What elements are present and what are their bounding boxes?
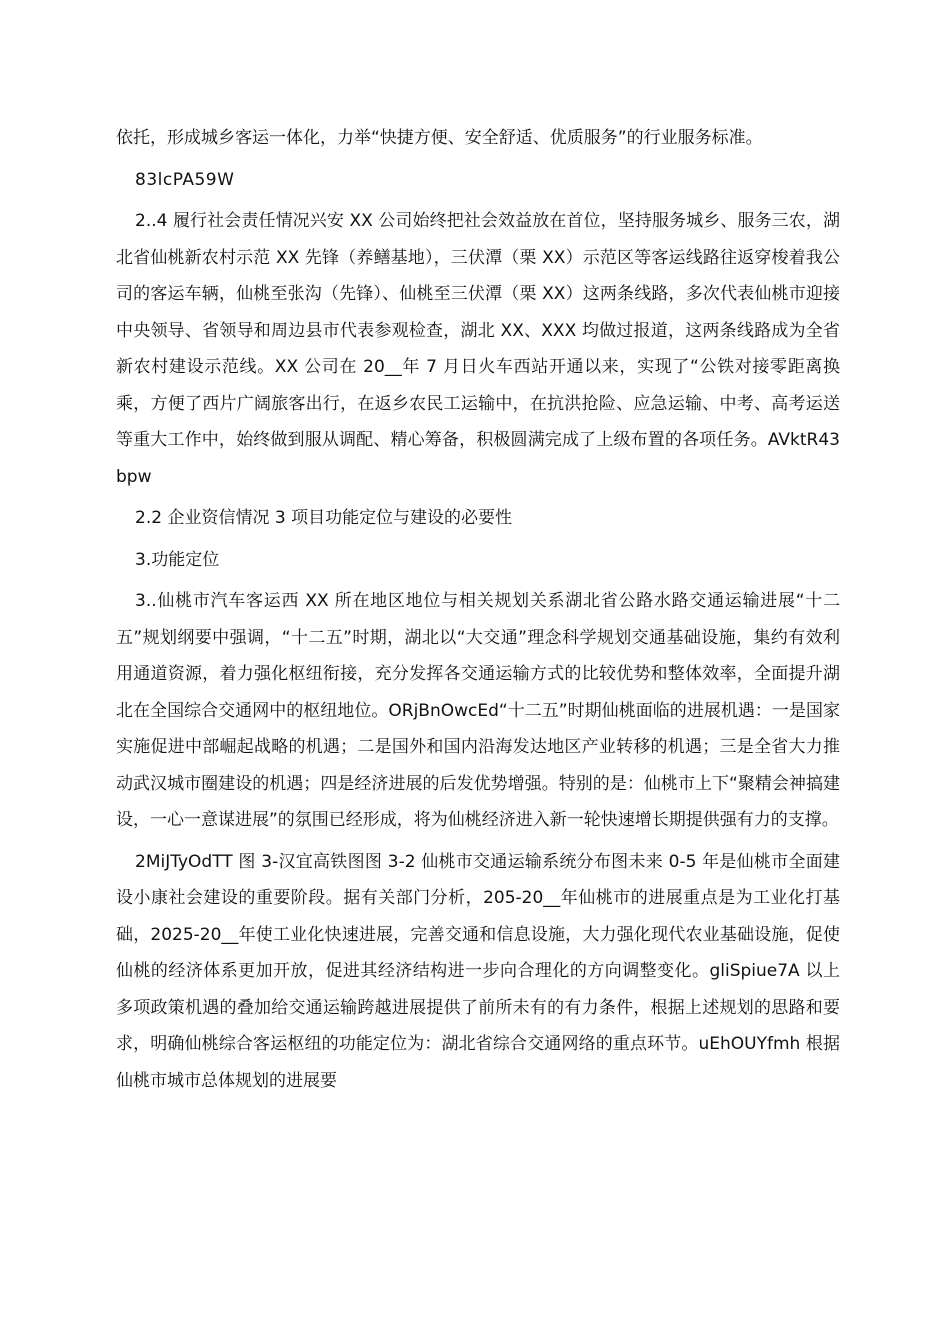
paragraph-function-heading: 3.功能定位 [135,549,220,570]
paragraph-regional-position: 3..仙桃市汽车客运西 XX 所在地区地位与相关规划关系湖北省公路水路交通运输进展“十二五”规划纲要中强调，“十二五”时期，湖北以“大交通”理念科学规划交通基础设施，集约有效利用通道资源，着力强化枢纽衔接，充分发挥各交通运输方式的比较优势和整体效率，全面提升湖北在全国综合交通网中的枢纽地位。ORjBnOwcEd“十二五”时期仙桃面临的进展机遇：一是国家实施促进中部崛起战略的机遇；二是国外和国内沿海发达地区产业转移的机遇；三是全省大力推动武汉城市圈建设的机遇；四是经济进展的后发优势增强。特别的是：仙桃市上下“聚精会神搞建设，一心一意谋进展”的氛围已经形成，将为仙桃经济进入新一轮快速增长期提供强有力的支撑。 [116,591,840,830]
paragraph-code-1: 83lcPA59W [135,169,235,190]
paragraph-social-responsibility: 2..4 履行社会责任情况兴安 XX 公司始终把社会效益放在首位，坚持服务城乡、服务三农，湖北省仙桃新农村示范 XX 先锋（养鳝基地），三伏潭（栗 XX）示范区等客运线路往返穿梭着我公司的客运车辆，仙桃至张沟（先锋）、仙桃至三伏潭（栗 XX）这两条线路，多次代表仙桃市迎接中央领导、省领导和周边县市代表参观检查，湖北 XX、XXX 均做过报道，这两条线路成为全省新农村建设示范线。XX 公司在 20__年 7 月日火车西站开通以来，实现了“公铁对接零距离换乘，方便了西片广阔旅客出行，在返乡农民工运输中，在抗洪抢险、应急运输、中考、高考运送等重大工作中，始终做到服从调配、精心筹备，积极圆满完成了上级布置的各项任务。AVktR43bpw [116,211,840,487]
paragraph-service-standard: 依托，形成城乡客运一体化，力举“快捷方便、安全舒适、优质服务”的行业服务标准。 [116,128,763,148]
document-body [116,120,840,1104]
paragraph-credit-heading: 2.2 企业资信情况 3 项目功能定位与建设的必要性 [135,508,513,528]
paragraph-development-plan: 2MiJTyOdTT 图 3-汉宜高铁图图 3-2 仙桃市交通运输系统分布图未来 0-5 年是仙桃市全面建设小康社会建设的重要阶段。据有关部门分析，205-20__年仙桃市的进展重点是为工业化打基础，2025-20__年使工业化快速进展，完善交通和信息设施，大力强化现代农业基础设施，促使仙桃的经济体系更加开放，促进其经济结构进一步向合理化的方向调整变化。gliSpiue7A 以上多项政策机遇的叠加给交通运输跨越进展提供了前所未有的有力条件，根据上述规划的思路和要求，明确仙桃综合客运枢纽的功能定位为：湖北省综合交通网络的重点环节。uEhOUYfmh 根据仙桃市城市总体规划的进展要 [116,851,840,1091]
